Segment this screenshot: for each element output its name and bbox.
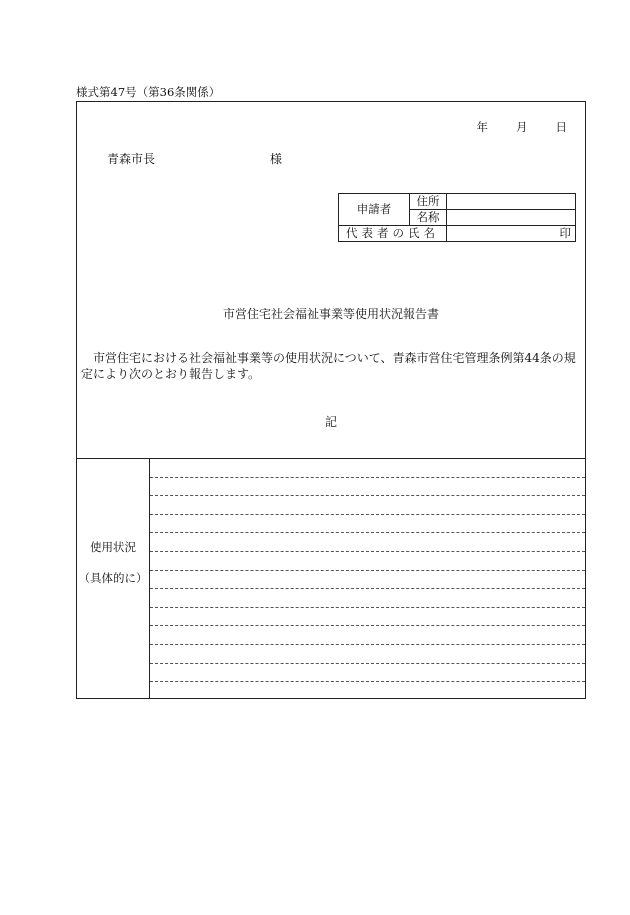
usage-writing-line[interactable] (150, 571, 585, 590)
usage-label: 使用状況 (90, 540, 136, 554)
address-label: 住所 (410, 194, 447, 210)
address-field[interactable] (447, 194, 576, 210)
name-field[interactable] (447, 210, 576, 226)
usage-writing-line[interactable] (150, 515, 585, 534)
ki-mark: 記 (324, 415, 337, 429)
applicant-label: 申請者 (339, 194, 410, 226)
usage-writing-line[interactable] (150, 552, 585, 571)
representative-label: 代表者の氏名 (339, 226, 447, 242)
date-month-label: 月 (516, 120, 528, 134)
form-number: 様式第47号（第36条関係） (76, 85, 221, 99)
usage-writing-line[interactable] (150, 496, 585, 515)
date-day-label: 日 (555, 120, 567, 134)
usage-writing-line[interactable] (150, 533, 585, 552)
report-body-text: 市営住宅における社会福祉事業等の使用状況について、青森市営住宅管理条例第44条の規定により次のとおり報告します。 (81, 351, 576, 381)
usage-writing-line[interactable] (150, 459, 585, 478)
usage-sub-label: （具体的に） (78, 571, 148, 585)
usage-writing-line[interactable] (150, 478, 585, 497)
name-label: 名称 (410, 210, 447, 226)
applicant-table (338, 193, 576, 242)
representative-field[interactable] (447, 226, 576, 242)
usage-section (77, 458, 585, 698)
date-line (477, 119, 568, 135)
usage-label-column (77, 459, 150, 698)
usage-writing-line[interactable] (150, 589, 585, 608)
usage-writing-area[interactable] (150, 459, 585, 698)
usage-writing-line[interactable] (150, 682, 585, 701)
addressee-suffix: 様 (270, 152, 283, 166)
usage-writing-line[interactable] (150, 645, 585, 664)
usage-writing-line[interactable] (150, 608, 585, 627)
seal-mark: 印 (559, 226, 571, 240)
date-year-label: 年 (476, 120, 488, 134)
document-title: 市営住宅社会福祉事業等使用状況報告書 (222, 307, 439, 321)
usage-writing-line[interactable] (150, 664, 585, 683)
usage-writing-line[interactable] (150, 626, 585, 645)
addressee-name: 青森市長 (107, 152, 156, 166)
report-form (76, 101, 586, 699)
